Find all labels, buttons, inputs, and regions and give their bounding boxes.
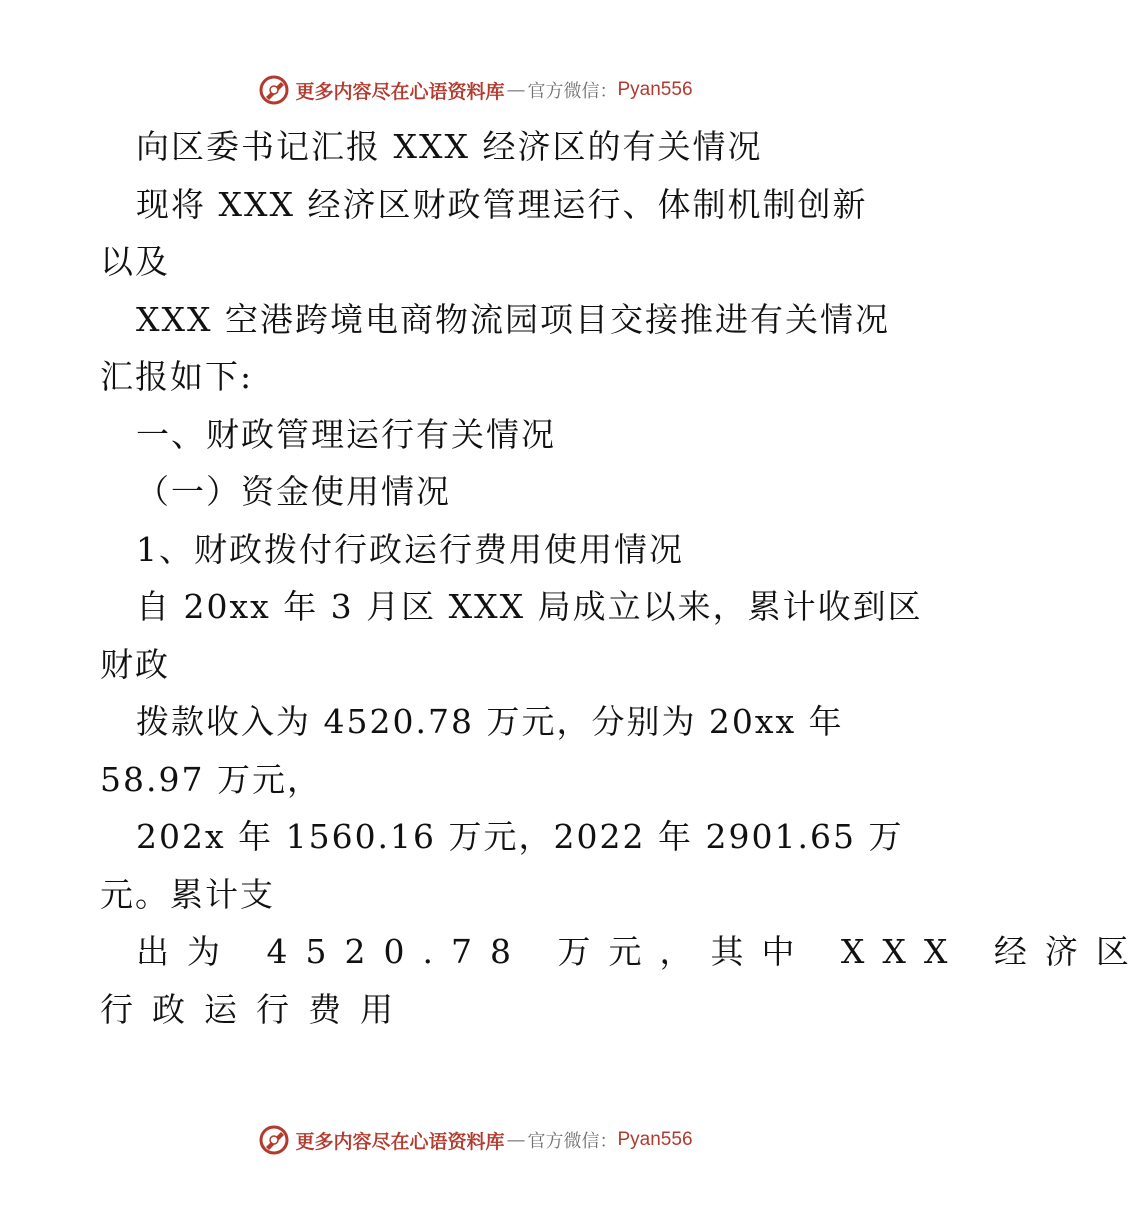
banner-wechat-label: 官方微信： xyxy=(527,81,618,102)
header-banner xyxy=(0,70,950,110)
banner-dash: — xyxy=(506,1129,526,1151)
footer-banner xyxy=(0,1120,950,1160)
doc-line: 元。累计支 xyxy=(100,874,275,914)
item-heading: 1、财政拨付行政运行费用使用情况 xyxy=(136,529,684,569)
doc-line: 财政 xyxy=(100,644,170,684)
banner-slogan: 更多内容尽在心语资料库 xyxy=(295,80,505,103)
section-heading: 一、财政管理运行有关情况 xyxy=(136,414,556,454)
doc-line: 202x 年 1560.16 万元，2022 年 2901.65 万 xyxy=(136,817,904,856)
doc-line: 行政运行费用 xyxy=(100,989,412,1029)
doc-line: 汇报如下: xyxy=(100,357,254,396)
doc-line: 出为 4520.78 万元，其中 XXX 经济区 xyxy=(136,932,1147,971)
banner-wechat-label: 官方微信： xyxy=(527,1131,618,1152)
doc-line: 58.97 万元， xyxy=(100,759,322,799)
doc-line: 以及 xyxy=(100,242,170,281)
banner-slogan: 更多内容尽在心语资料库 xyxy=(295,1130,505,1153)
doc-title: 向区委书记汇报 XXX 经济区的有关情况 xyxy=(136,127,763,166)
subsection-heading: （一）资金使用情况 xyxy=(136,472,451,511)
document-body xyxy=(100,118,1147,1038)
banner-wechat-id: Pyan556 xyxy=(617,1129,693,1150)
doc-line: XXX 空港跨境电商物流园项目交接推进有关情况 xyxy=(136,299,890,339)
pen-logo-icon xyxy=(257,1123,291,1157)
doc-line: 现将 XXX 经济区财政管理运行、体制机制创新 xyxy=(136,184,868,224)
pen-logo-icon xyxy=(257,73,291,107)
doc-line: 自 20xx 年 3 月区 XXX 局成立以来，累计收到区 xyxy=(136,587,923,626)
banner-wechat-id: Pyan556 xyxy=(617,79,693,100)
banner-dash: — xyxy=(506,79,526,101)
doc-line: 拨款收入为 4520.78 万元，分别为 20xx 年 xyxy=(136,702,844,741)
